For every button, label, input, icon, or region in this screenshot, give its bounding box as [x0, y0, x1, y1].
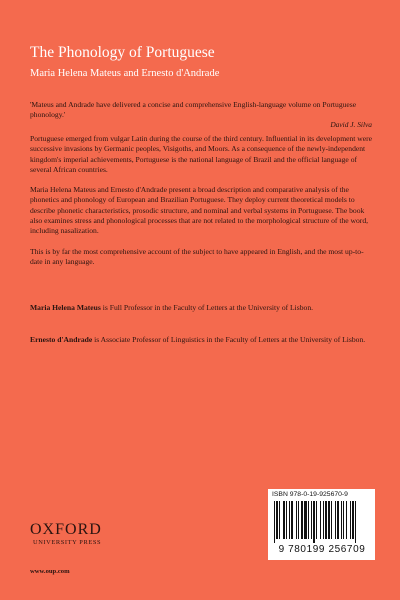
review-quote — [30, 100, 372, 129]
barcode-bar — [296, 501, 297, 539]
description-paragraph: Portuguese emerged from vulgar Latin during the course of the third century. Influential in its development were successive invasions by Germanic peoples, Visigoths, and Moors. As a consequence of the newly-independent kingdom's imperial achievements, Portuguese is the national language of Brazil and the official language of several African countries. — [30, 134, 373, 174]
description-paragraph: This is by far the most comprehensive account of the subject to have appeared in English, and the most up-to-date in any language. — [30, 246, 364, 266]
barcode-bar — [298, 501, 299, 539]
isbn-label: ISBN 978-0-19-925670-9 — [272, 491, 348, 498]
author-name: Maria Helena Mateus — [30, 303, 101, 312]
author-bio-text: is Full Professor in the Faculty of Letters at the University of Lisbon. — [100, 303, 314, 312]
author-bio — [30, 303, 375, 313]
quote-attribution: David J. Silva — [330, 120, 372, 130]
barcode-bar — [343, 501, 344, 539]
barcode-bar — [286, 501, 287, 539]
barcode-bar — [289, 501, 290, 539]
author-name: Ernesto d'Andrade — [30, 335, 93, 344]
description-paragraph: Maria Helena Mateus and Ernesto d'Andrade present a broad description and comparative analysis of the phonetics and phonology of European and Brazilian Portuguese. They deploy current theoretical models to describe phonetic characteristics, prosodic structure, and nominal and verbal systems in Portuguese. The book also examines stress and phonological processes that are not related to the morphological structure of the word, including nasalization. — [30, 185, 369, 236]
barcode-bar — [279, 501, 280, 539]
barcode-bar — [291, 501, 293, 539]
barcode-bar — [308, 501, 309, 539]
barcode-bar — [301, 501, 303, 539]
barcode-bar — [335, 501, 336, 539]
barcode-bar — [323, 501, 324, 539]
isbn-digits: 9 780199 256709 — [278, 544, 366, 555]
publisher-url: www.oup.com — [30, 568, 70, 575]
barcode-bar — [304, 501, 307, 539]
barcode-bar — [337, 501, 339, 539]
quote-text: 'Mateus and Andrade have delivered a concise and comprehensive English-language volume on Portuguese phonology.' — [30, 100, 357, 120]
barcode-bar — [276, 501, 278, 539]
barcode-icon — [272, 501, 371, 543]
author-bio — [30, 335, 375, 345]
book-title: The Phonology of Portuguese — [30, 44, 215, 61]
barcode-bar — [283, 501, 285, 539]
barcode-bar — [316, 501, 317, 539]
publisher-subline: UNIVERSITY PRESS — [33, 539, 102, 546]
book-authors: Maria Helena Mateus and Ernesto d'Andrade — [30, 68, 220, 79]
barcode-bar — [355, 501, 356, 543]
barcode-bar — [274, 501, 275, 543]
barcode-bar — [311, 501, 312, 539]
isbn-barcode — [268, 489, 375, 560]
author-bio-text: is Associate Professor of Linguistics in the Faculty of Letters at the University of Lisbon. — [92, 335, 366, 344]
barcode-bar — [350, 501, 351, 539]
barcode-bar — [328, 501, 330, 539]
barcode-bar — [325, 501, 327, 539]
barcode-bar — [352, 501, 354, 539]
barcode-bar — [346, 501, 347, 539]
barcode-bar — [313, 501, 315, 543]
barcode-bar — [320, 501, 321, 539]
barcode-bar — [341, 501, 342, 539]
publisher-logo: OXFORD — [30, 521, 102, 538]
barcode-bar — [331, 501, 332, 539]
book-description — [30, 134, 375, 277]
